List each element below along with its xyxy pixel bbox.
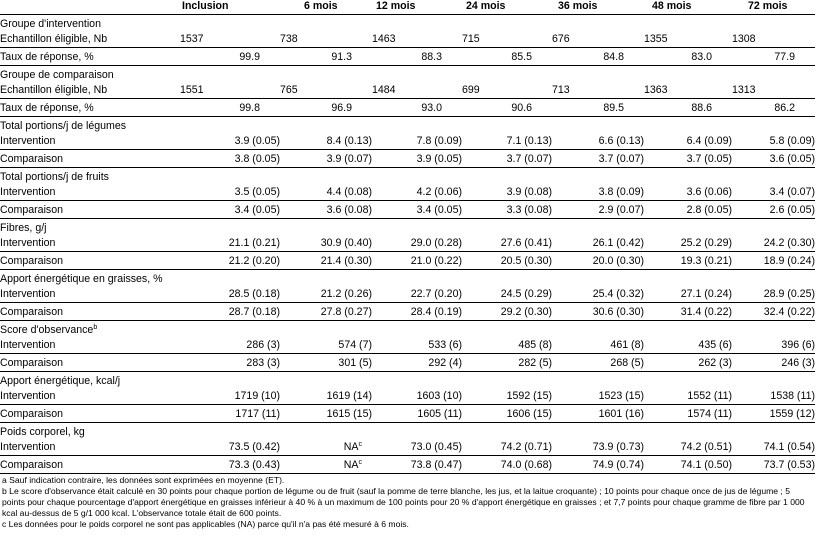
table-cell: 396 (6) [781, 338, 815, 351]
table-cell: 485 (8) [518, 338, 552, 351]
table-cell: 5.8 (0.09) [769, 134, 815, 147]
table-cell: 8.4 (0.13) [326, 134, 372, 147]
group-title-text: Groupe d'intervention [0, 18, 101, 30]
footnote: a Sauf indication contraire, les données sont exprimées en moyenne (ET). [2, 475, 285, 485]
footnote-marker: c [358, 458, 362, 466]
table-cell: 715 [462, 32, 480, 45]
table-cell: 3.7 (0.07) [552, 150, 644, 168]
table-cell: 283 (3) [180, 354, 280, 372]
footnote-marker: c [358, 440, 362, 448]
table-cell: 73.7 (0.53) [732, 456, 815, 474]
table-cell: 89.5 [552, 99, 644, 117]
group-title-row [0, 423, 815, 439]
table-cell: 4.2 (0.06) [416, 185, 462, 198]
footnote: c Les données pour le poids corporel ne sont pas applicables (NA) parce qu'il n'a pas été mesuré à 6 mois. [2, 519, 409, 529]
table-cell: 3.6 (0.08) [280, 201, 372, 219]
row-label: Taux de réponse, % [0, 48, 180, 66]
table-cell: 1313 [732, 83, 756, 96]
table-row [0, 438, 815, 456]
table-row [0, 252, 815, 270]
table-cell: 1606 (15) [462, 405, 552, 423]
table-cell: 1552 (11) [687, 389, 732, 402]
row-label: Comparaison [0, 150, 180, 168]
table-row [0, 81, 815, 99]
table-cell: 19.3 (0.21) [644, 252, 732, 270]
table-cell: 1537 [180, 32, 204, 45]
table-cell: 1538 (11) [770, 389, 815, 402]
table-cell: 25.4 (0.32) [592, 287, 644, 300]
table-cell: 1355 [644, 32, 668, 45]
row-label: Intervention [0, 389, 56, 402]
table-cell: 31.4 (0.22) [644, 303, 732, 321]
group-title-row [0, 219, 815, 235]
table-cell: 1605 (11) [372, 405, 462, 423]
table-cell: 86.2 [732, 99, 815, 117]
cell-value: NA [343, 458, 359, 471]
table-cell: 22.7 (0.20) [410, 287, 462, 300]
header-row [0, 0, 815, 15]
table-cell: 1603 (10) [416, 389, 462, 402]
table-cell: 32.4 (0.22) [732, 303, 815, 321]
table-cell: 3.6 (0.05) [732, 150, 815, 168]
table-row [0, 30, 815, 48]
row-label: Comparaison [0, 456, 180, 474]
table-row [0, 405, 815, 423]
group-title-text: Apport énergétique en graisses, % [0, 273, 163, 285]
footnote: b Le score d'observance était calculé en 30 points pour chaque portion de légume ou de fruit (sauf la pomme de terre blanche, les jus, et la laitue croquante) ; 10 points pour chaque once de jus de légume ; 5 points pour chaque pourcentage d'apport énergétique en graisses inférieur à 40 % à un maximum de 100 points pour 20 % d'apport énergétique en graisses ; et 7,7 points pour chaque gramme de fibre par 1 000 kcal au-dessus de 5 g/1 000 kcal. L'observance totale était de 600 points. [2, 486, 805, 518]
table-cell: 74.1 (0.54) [763, 440, 815, 453]
table-cell: 26.1 (0.42) [592, 236, 644, 249]
table-cell [280, 456, 372, 474]
row-label: Intervention [0, 185, 56, 198]
table-cell: 99.8 [180, 99, 280, 117]
table-cell: 85.5 [462, 48, 552, 66]
group-title-row [0, 168, 815, 184]
table-cell: 1463 [372, 32, 396, 45]
table-cell: 24.5 (0.29) [500, 287, 552, 300]
group-title [0, 423, 815, 439]
table-cell: 2.8 (0.05) [644, 201, 732, 219]
col-header: 48 mois [644, 0, 732, 15]
footnotes [2, 475, 814, 530]
table-row [0, 48, 815, 66]
table-cell: 30.6 (0.30) [552, 303, 644, 321]
table-cell: 286 (3) [246, 338, 280, 351]
col-header: 36 mois [552, 0, 644, 15]
table-cell: 77.9 [732, 48, 815, 66]
table-cell: 1719 (10) [234, 389, 280, 402]
row-label: Taux de réponse, % [0, 99, 180, 117]
row-label: Comparaison [0, 405, 180, 423]
table-cell: 3.9 (0.08) [506, 185, 552, 198]
col-header: 6 mois [280, 0, 372, 15]
table-cell: 3.9 (0.05) [372, 150, 462, 168]
table-cell: 25.2 (0.29) [680, 236, 732, 249]
col-header: 12 mois [372, 0, 462, 15]
table-cell: 282 (5) [462, 354, 552, 372]
table-cell: 28.5 (0.18) [228, 287, 280, 300]
row-label: Intervention [0, 236, 56, 249]
table-cell: 435 (6) [698, 338, 732, 351]
table-cell: 3.4 (0.07) [769, 185, 815, 198]
group-title [0, 117, 815, 133]
group-title-text: Groupe de comparaison [0, 69, 114, 81]
table-cell: 2.6 (0.05) [732, 201, 815, 219]
col-header: 72 mois [732, 0, 815, 15]
table-cell: 3.9 (0.05) [234, 134, 280, 147]
table-cell: 676 [552, 32, 570, 45]
table-cell: 27.6 (0.41) [500, 236, 552, 249]
table-cell: 24.2 (0.30) [763, 236, 815, 249]
table-cell: 83.0 [644, 48, 732, 66]
table-row [0, 99, 815, 117]
table-cell: 20.0 (0.30) [552, 252, 644, 270]
table-cell: 27.8 (0.27) [280, 303, 372, 321]
table-cell: 574 (7) [338, 338, 372, 351]
table-cell: 3.8 (0.05) [180, 150, 280, 168]
group-title [0, 270, 815, 286]
table-cell: 292 (4) [372, 354, 462, 372]
table-cell: 21.4 (0.30) [280, 252, 372, 270]
group-title-row [0, 321, 815, 337]
col-header: 24 mois [462, 0, 552, 15]
table-row [0, 336, 815, 354]
table-cell: 73.8 (0.47) [372, 456, 462, 474]
table-row [0, 285, 815, 303]
group-title-row [0, 15, 815, 31]
table-cell: 6.4 (0.09) [686, 134, 732, 147]
table-row [0, 303, 815, 321]
group-title [0, 66, 815, 82]
table-cell: 3.9 (0.07) [280, 150, 372, 168]
table-cell: 1615 (15) [280, 405, 372, 423]
table-cell: 3.4 (0.05) [180, 201, 280, 219]
table-row [0, 234, 815, 252]
table-row [0, 456, 815, 474]
table-cell: 461 (8) [610, 338, 644, 351]
table-cell [280, 438, 372, 456]
group-title-text: Poids corporel, kg [0, 426, 85, 438]
group-title-row [0, 372, 815, 388]
col-header: Inclusion [180, 0, 280, 15]
row-label: Intervention [0, 287, 56, 300]
group-title-text: Total portions/j de légumes [0, 120, 127, 132]
table-cell: 27.1 (0.24) [680, 287, 732, 300]
group-title-text: Total portions/j de fruits [0, 171, 109, 183]
table-cell: 73.3 (0.43) [180, 456, 280, 474]
group-title-row [0, 66, 815, 82]
table-cell: 3.7 (0.05) [644, 150, 732, 168]
table-cell: 1551 [180, 83, 204, 96]
group-title-text: Score d'observance [0, 324, 94, 336]
table-cell: 99.9 [180, 48, 280, 66]
table-cell: 74.0 (0.68) [462, 456, 552, 474]
table-cell: 765 [280, 83, 298, 96]
table-row [0, 150, 815, 168]
table-cell: 246 (3) [732, 354, 815, 372]
table-cell: 21.2 (0.20) [180, 252, 280, 270]
group-title [0, 15, 815, 31]
group-title [0, 372, 815, 388]
table-cell: 1559 (12) [732, 405, 815, 423]
table-cell: 3.3 (0.08) [462, 201, 552, 219]
header-corner [0, 0, 180, 15]
table-cell: 1619 (14) [326, 389, 372, 402]
table-cell: 21.1 (0.21) [228, 236, 280, 249]
table-cell: 1592 (15) [506, 389, 552, 402]
table-cell: 73.5 (0.42) [228, 440, 280, 453]
table-cell: 1484 [372, 83, 396, 96]
table-cell: 28.4 (0.19) [372, 303, 462, 321]
table-cell: 29.2 (0.30) [462, 303, 552, 321]
table-cell: 2.9 (0.07) [552, 201, 644, 219]
table-row [0, 354, 815, 372]
table-cell: 713 [552, 83, 570, 96]
table-cell: 3.5 (0.05) [234, 185, 280, 198]
table-cell: 3.8 (0.09) [598, 185, 644, 198]
table-cell: 301 (5) [280, 354, 372, 372]
row-label: Intervention [0, 338, 56, 351]
table-body [0, 15, 815, 474]
table-row [0, 132, 815, 150]
table-cell: 4.4 (0.08) [326, 185, 372, 198]
table-cell: 20.5 (0.30) [462, 252, 552, 270]
table-cell: 96.9 [280, 99, 372, 117]
group-title [0, 321, 815, 337]
table-cell: 29.0 (0.28) [410, 236, 462, 249]
group-title-row [0, 270, 815, 286]
table-cell: 28.9 (0.25) [763, 287, 815, 300]
cell-value: NA [343, 440, 359, 453]
table-cell: 1523 (15) [598, 389, 644, 402]
table-cell: 88.3 [372, 48, 462, 66]
table-cell: 21.0 (0.22) [372, 252, 462, 270]
table-cell: 7.1 (0.13) [506, 134, 552, 147]
table-cell: 268 (5) [552, 354, 644, 372]
table-cell: 262 (3) [644, 354, 732, 372]
row-label: Comparaison [0, 303, 180, 321]
table-cell: 91.3 [280, 48, 372, 66]
table-row [0, 387, 815, 405]
table-cell: 1308 [732, 32, 756, 45]
row-label: Echantillon éligible, Nb [0, 83, 108, 96]
group-title [0, 219, 815, 235]
group-title-text: Fibres, g/j [0, 222, 47, 234]
table-cell: 1601 (16) [552, 405, 644, 423]
row-label: Comparaison [0, 354, 180, 372]
table-row [0, 183, 815, 201]
table-cell: 74.2 (0.51) [680, 440, 732, 453]
table-cell: 7.8 (0.09) [416, 134, 462, 147]
table-cell: 84.8 [552, 48, 644, 66]
row-label: Intervention [0, 440, 56, 453]
table-cell: 73.0 (0.45) [410, 440, 462, 453]
row-label: Comparaison [0, 201, 180, 219]
table-cell: 3.4 (0.05) [372, 201, 462, 219]
table-row [0, 201, 815, 219]
table-cell: 74.2 (0.71) [500, 440, 552, 453]
table-cell: 21.2 (0.26) [320, 287, 372, 300]
row-label: Echantillon éligible, Nb [0, 32, 108, 45]
footnote-marker: b [93, 324, 98, 331]
group-title-text: Apport énergétique, kcal/j [0, 375, 121, 387]
table-cell: 74.1 (0.50) [644, 456, 732, 474]
table-cell: 3.6 (0.06) [686, 185, 732, 198]
table-cell: 73.9 (0.73) [592, 440, 644, 453]
table-cell: 88.6 [644, 99, 732, 117]
group-title-row [0, 117, 815, 133]
table-cell: 30.9 (0.40) [320, 236, 372, 249]
table-cell: 1574 (11) [644, 405, 732, 423]
table-cell: 90.6 [462, 99, 552, 117]
table-cell: 1717 (11) [180, 405, 280, 423]
table-cell: 18.9 (0.24) [732, 252, 815, 270]
table-cell: 738 [280, 32, 298, 45]
row-label: Comparaison [0, 252, 180, 270]
table-cell: 28.7 (0.18) [180, 303, 280, 321]
row-label: Intervention [0, 134, 56, 147]
table-cell: 3.7 (0.07) [462, 150, 552, 168]
table-cell: 699 [462, 83, 480, 96]
table-cell: 93.0 [372, 99, 462, 117]
table-cell: 6.6 (0.13) [598, 134, 644, 147]
group-title [0, 168, 815, 184]
table-cell: 74.9 (0.74) [552, 456, 644, 474]
table-cell: 1363 [644, 83, 668, 96]
table-cell: 533 (6) [428, 338, 462, 351]
